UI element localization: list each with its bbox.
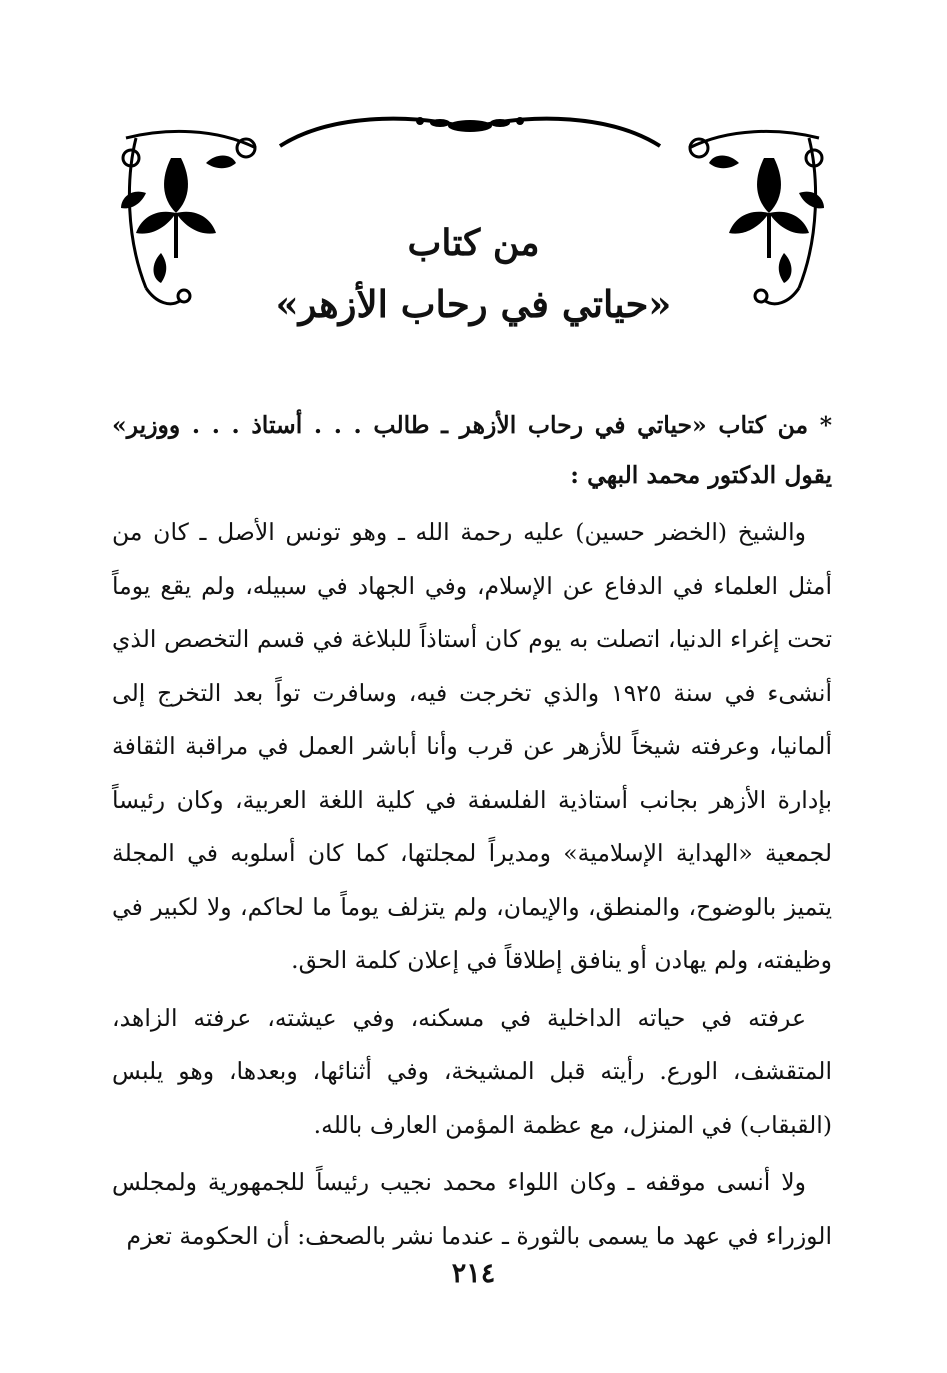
top-ornament xyxy=(270,106,670,156)
intro-line: * من كتاب «حياتي في رحاب الأزهر ـ طالب . . . أستاذ . . . ووزير» يقول الدكتور محمد البهي : xyxy=(112,411,832,489)
chapter-heading-line-1: من كتاب xyxy=(407,222,540,264)
paragraph-2: عرفته في حياته الداخلية في مسكنه، وفي عيشته، عرفته الزاهد، المتقشف، الورع. رأيته قبل المشيخة، وفي أثنائها، وبعدها، وهو يلبس (القبقاب) في المنزل، مع عظمة المؤمن العارف بالله. xyxy=(112,1003,832,1139)
paragraph-3: ولا أنسى موقفه ـ وكان اللواء محمد نجيب رئيساً للجمهورية ولمجلس الوزراء في عهد ما يسمى بالثورة ـ عندما نشر بالصحف: أن الحكومة تعزم xyxy=(112,1168,832,1250)
chapter-heading-book-title: «حياتي في رحاب الأزهر» xyxy=(275,282,672,326)
paragraph-1: والشيخ (الخضر حسين) عليه رحمة الله ـ وهو تونس الأصل ـ كان من أمثل العلماء في الدفاع عن الإسلام، وفي الجهاد في سبيله، ولم يقع يوماً تحت إغراء الدنيا، اتصلت به يوم كان أستاذاً للبلاغة في قسم التخصص الذي أنشىء في سنة ١٩٢٥ والذي تخرجت فيه، وسافرت تواً بعد التخرج إلى ألمانيا، وعرفته شيخاً للأزهر عن قرب وأنا أباشر العمل في مراقبة الثقافة بإدارة الأزهر بجانب أستاذية الفلسفة في كلية اللغة العربية، وكان رئيساً لجمعية «الهداية الإسلامية» ومديراً لمجلتها، كما كان أسلوبه في المجلة يتميز بالوضوح، والمنطق، والإيمان، ولم يتزلف يوماً ما لحاكم، ولا لكبير في وظيفته، ولم يهادن أو ينافق إطلاقاً في إعلان كلمة الحق. xyxy=(112,518,832,974)
body-text xyxy=(112,400,832,1267)
page-number: ٢١٤ xyxy=(451,1258,496,1289)
